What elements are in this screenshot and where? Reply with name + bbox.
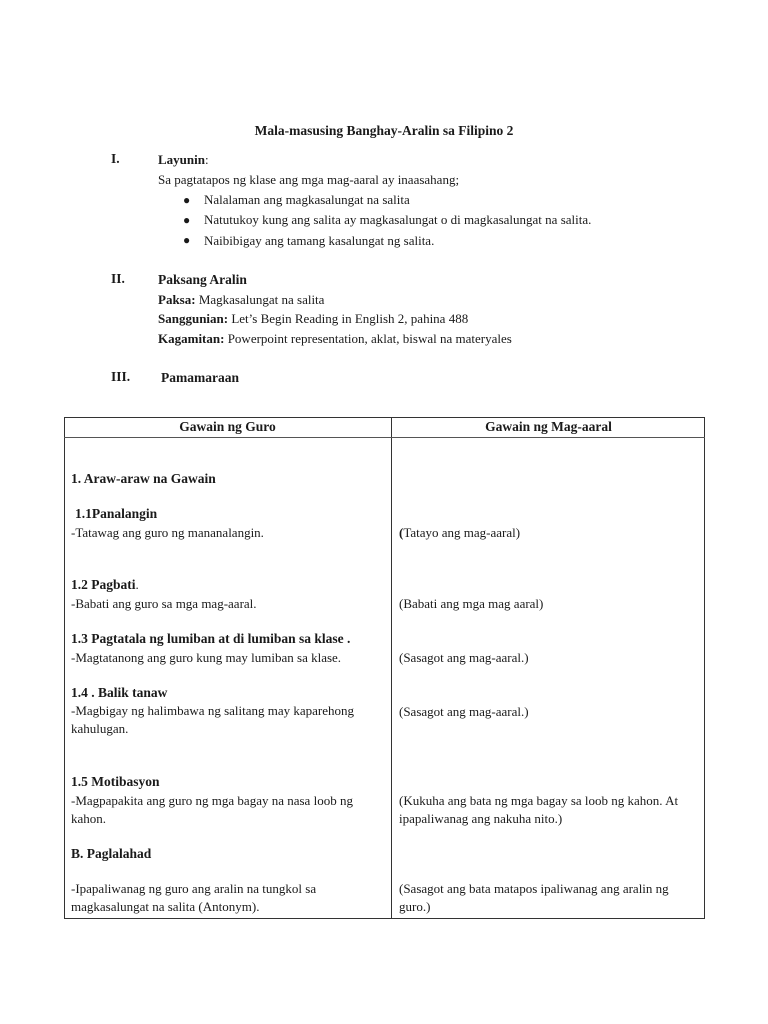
column-header-magaaral: Gawain ng Mag-aaral xyxy=(485,419,612,434)
column-header-guro: Gawain ng Guro xyxy=(179,419,276,434)
activity-table xyxy=(64,417,705,919)
section-one-heading-line xyxy=(158,150,209,169)
kagamitan-label: Kagamitan: xyxy=(158,331,225,346)
motibasyon-title: 1.5 Motibasyon xyxy=(71,774,160,789)
paksa-line xyxy=(158,290,324,309)
section-araw-araw-title: 1. Araw-araw na Gawain xyxy=(71,471,216,486)
paglalahad-title: B. Paglalahad xyxy=(71,846,152,861)
objective-item-3: Naibibigay ang tamang kasalungat ng salita. xyxy=(204,233,435,248)
kagamitan-line xyxy=(158,329,512,348)
table-header-underline xyxy=(64,437,705,438)
motibasyon-magaaral-text: (Kukuha ang bata ng mga bagay sa loob ng kahon. At ipapaliwanag ang nakuha nito.) xyxy=(399,793,679,826)
paksa-label: Paksa: xyxy=(158,292,196,307)
table-column-divider xyxy=(391,417,392,919)
bullet-dot-icon: ● xyxy=(183,233,191,247)
pagbati-magaaral-text: (Babati ang mga mag aaral) xyxy=(399,596,544,611)
paglalahad-guro-text: -Ipapaliwanag ng guro ang aralin na tungkol sa magkasalungat na salita (Antonym). xyxy=(71,881,317,914)
pagtatala-magaaral-text: (Sasagot ang mag-aaral.) xyxy=(399,650,529,665)
panalangin-title: 1.1Panalangin xyxy=(75,506,158,521)
balik-tanaw-guro-text: -Magbigay ng halimbawa ng salitang may kaparehong kahulugan. xyxy=(71,703,355,736)
paksa-value: Magkasalungat na salita xyxy=(198,292,325,307)
bullet-dot-icon: ● xyxy=(183,213,191,227)
balik-tanaw-magaaral-text: (Sasagot ang mag-aaral.) xyxy=(399,704,529,719)
panalangin-guro-text: -Tatawag ang guro ng mananalangin. xyxy=(71,525,264,540)
objective-item-2: Natutukoy kung ang salita ay magkasalungat o di magkasalungat na salita. xyxy=(204,212,592,227)
pagbati-title-dot: . xyxy=(135,577,139,592)
balik-tanaw-title: 1.4 . Balik tanaw xyxy=(71,685,168,700)
pagtatala-title: 1.3 Pagtatala ng lumiban at di lumiban sa klase . xyxy=(71,631,351,646)
panalangin-magaaral-value: Tatayo ang mag-aaral) xyxy=(403,525,521,540)
section-three-numeral: III. xyxy=(111,369,131,384)
section-two-heading: Paksang Aralin xyxy=(158,272,247,287)
section-one-numeral: I. xyxy=(111,151,120,166)
section-one-heading: Layunin xyxy=(158,152,205,167)
kagamitan-value: Powerpoint representation, aklat, biswal na materyales xyxy=(227,331,512,346)
paglalahad-magaaral-text: (Sasagot ang bata matapos ipaliwanag ang aralin ng guro.) xyxy=(399,881,669,914)
pagbati-title: 1.2 Pagbati xyxy=(71,577,136,592)
pagbati-guro-text: -Babati ang guro sa mga mag-aaral. xyxy=(71,596,257,611)
sanggunian-label: Sanggunian: xyxy=(158,311,229,326)
bullet-dot-icon: ● xyxy=(183,193,191,207)
pagtatala-guro-text: -Magtatanong ang guro kung may lumiban sa klase. xyxy=(71,650,342,665)
section-one-heading-colon: : xyxy=(204,152,209,167)
document-title: Mala-masusing Banghay-Aralin sa Filipino 2 xyxy=(254,123,514,138)
sanggunian-value: Let’s Begin Reading in English 2, pahina 488 xyxy=(231,311,469,326)
pagbati-title-line xyxy=(71,576,139,594)
panalangin-paren: ( xyxy=(399,525,404,540)
sanggunian-line xyxy=(158,309,468,328)
panalangin-magaaral-text xyxy=(399,524,520,542)
section-three-heading: Pamamaraan xyxy=(161,370,239,385)
motibasyon-guro-text: -Magpapakita ang guro ng mga bagay na nasa loob ng kahon. xyxy=(71,793,353,826)
objective-item-1: Nalalaman ang magkasalungat na salita xyxy=(204,192,410,207)
section-one-intro: Sa pagtatapos ng klase ang mga mag-aaral ay inaasahang; xyxy=(158,172,460,187)
section-two-numeral: II. xyxy=(111,271,125,286)
